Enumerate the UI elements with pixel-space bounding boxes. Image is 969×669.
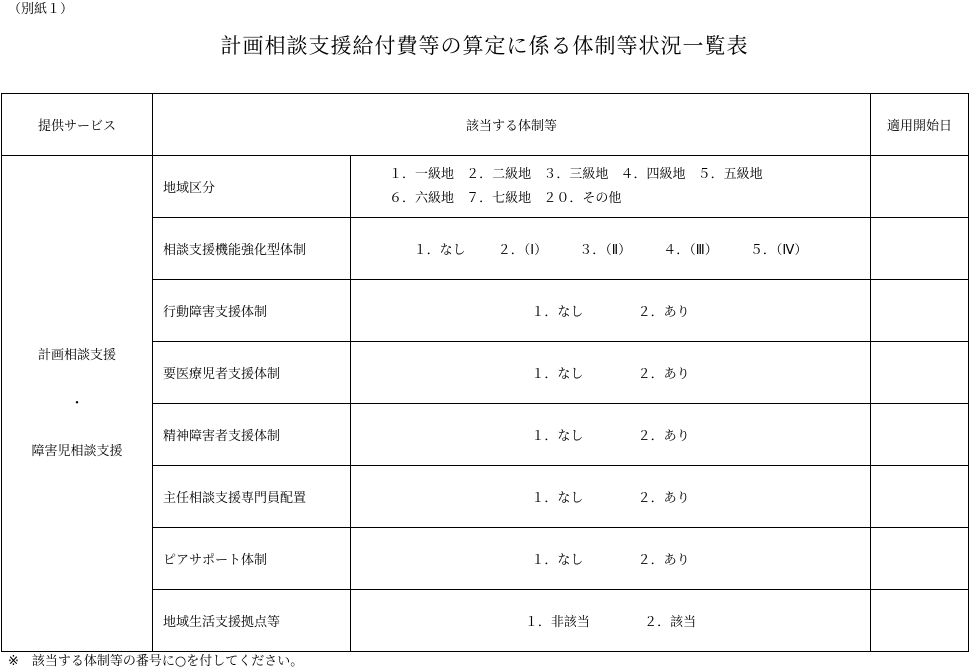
option[interactable]: ２０．その他 (543, 190, 622, 206)
footer-note: ※ 該当する体制等の番号に○を付してください。 (8, 654, 304, 669)
page-title: 計画相談支援給付費等の算定に係る体制等状況一覧表 (220, 34, 749, 58)
option[interactable]: ２．該当 (644, 615, 697, 630)
start-date-cell[interactable] (871, 342, 969, 404)
start-date-cell[interactable] (871, 404, 969, 466)
header-system: 該当する体制等 (153, 94, 871, 156)
row-label: 要医療児者支援体制 (153, 342, 351, 404)
options-cell (351, 280, 871, 342)
option[interactable]: １．なし (531, 553, 584, 568)
option[interactable]: ２．あり (637, 305, 690, 320)
options-cell (351, 218, 871, 280)
start-date-cell[interactable] (871, 218, 969, 280)
option[interactable]: ２．あり (637, 429, 690, 444)
table-header-row (2, 94, 969, 156)
option[interactable]: １．なし (531, 491, 584, 506)
service-separator: ・ (70, 395, 84, 411)
option[interactable]: １．非該当 (524, 615, 590, 630)
region-options (351, 156, 871, 218)
service-cell (2, 156, 153, 652)
option[interactable]: ５．五級地 (697, 166, 763, 182)
option[interactable]: １．なし (531, 367, 584, 382)
region-options-line-1 (351, 163, 870, 187)
row-label: 主任相談支援専門員配置 (153, 466, 351, 528)
row-label: 行動障害支援体制 (153, 280, 351, 342)
option[interactable]: ２．あり (637, 367, 690, 382)
start-date-cell[interactable] (871, 156, 969, 218)
system-status-table (1, 93, 969, 652)
row-label: ピアサポート体制 (153, 528, 351, 590)
option[interactable]: ４．（Ⅲ） (663, 243, 718, 258)
options-cell (351, 590, 871, 652)
option[interactable]: １．なし (413, 243, 466, 258)
row-label: 地域生活支援拠点等 (153, 590, 351, 652)
row-label: 相談支援機能強化型体制 (153, 218, 351, 280)
options-cell (351, 342, 871, 404)
start-date-cell[interactable] (871, 280, 969, 342)
attachment-label: （別紙１） (8, 2, 74, 17)
option[interactable]: ２．あり (637, 491, 690, 506)
start-date-cell[interactable] (871, 590, 969, 652)
option[interactable]: ６．六級地 (389, 190, 455, 206)
start-date-cell[interactable] (871, 528, 969, 590)
option[interactable]: ２．二級地 (466, 166, 532, 182)
table-row (2, 156, 969, 218)
header-start-date: 適用開始日 (871, 94, 969, 156)
option[interactable]: ４．四級地 (620, 166, 686, 182)
row-label: 地域区分 (153, 156, 351, 218)
options-cell (351, 466, 871, 528)
option[interactable]: ３．三級地 (543, 166, 609, 182)
header-service: 提供サービス (2, 94, 153, 156)
option[interactable]: ５．（Ⅳ） (749, 243, 808, 258)
option[interactable]: ３．（Ⅱ） (579, 243, 632, 258)
option[interactable]: １．一級地 (389, 166, 455, 182)
start-date-cell[interactable] (871, 466, 969, 528)
options-cell (351, 528, 871, 590)
option[interactable]: １．なし (531, 305, 584, 320)
option[interactable]: ２．（Ⅰ） (497, 243, 548, 258)
service-name-2: 障害児相談支援 (31, 443, 123, 459)
service-name-1: 計画相談支援 (37, 347, 116, 363)
option[interactable]: ２．あり (637, 553, 690, 568)
row-label: 精神障害者支援体制 (153, 404, 351, 466)
option[interactable]: １．なし (531, 429, 584, 444)
options-cell (351, 404, 871, 466)
option[interactable]: ７．七級地 (466, 190, 532, 206)
region-options-line-2 (351, 187, 870, 211)
